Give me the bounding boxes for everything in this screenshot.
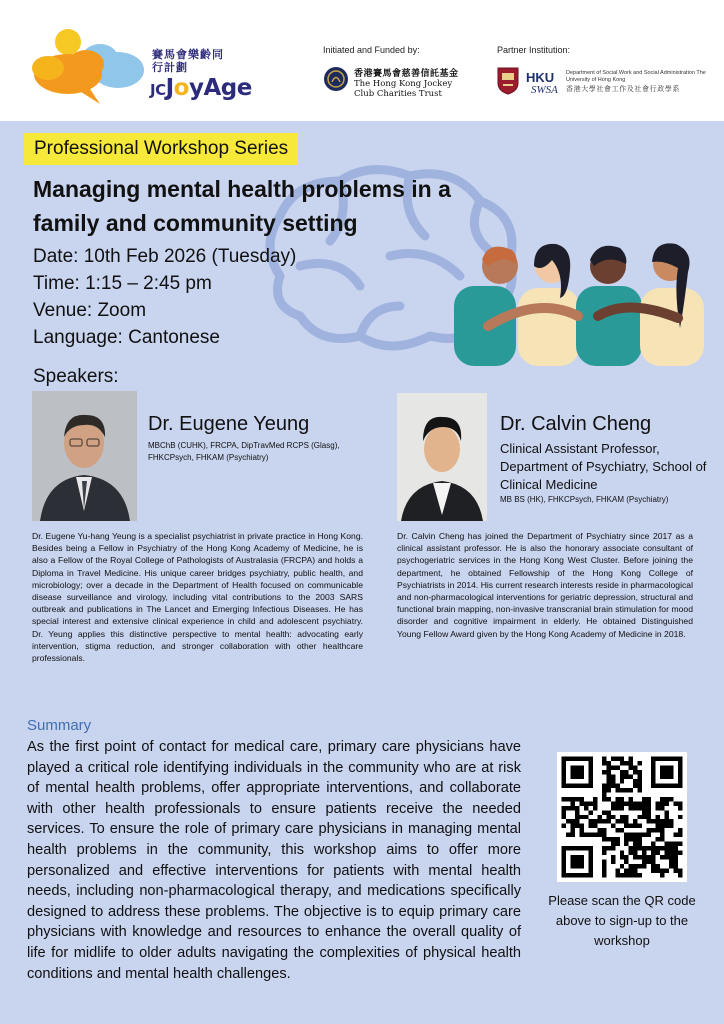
qr-code-graphic [557, 752, 687, 882]
speaker-name-2: Dr. Calvin Cheng [500, 413, 652, 435]
logo-english-name [150, 75, 252, 101]
event-date: Date: 10th Feb 2026 (Tuesday) [33, 246, 297, 267]
series-tag: Professional Workshop Series [24, 133, 298, 165]
hku-crest-icon [497, 67, 519, 95]
speaker-photo-eugene-yeung [32, 391, 137, 521]
logo-rest: yAge [188, 75, 252, 101]
event-language: Language: Cantonese [33, 327, 220, 348]
summary-text: As the first point of contact for medical care, primary care physicians have played a critical role identifying individuals in the community who are at risk of mental health problems, offer appropriate interventions, and collaborate with other health professionals to ensure patients receive the needed services. To ensure the role of primary care physicians in managing mental health problems in the community, this workshop aims to offer more personalized and effective interventions for patients with mental health needs, including non-pharmacological therapy, and medications specifically designed to address these problems. The objective is to equip primary care physicians with knowledge and resources to enhance the overall quality of life for midlife to older adults navigating the complexities of physical health conditions and mental health challenges. [27, 739, 521, 982]
speaker-name-1: Dr. Eugene Yeung [148, 413, 310, 435]
speaker-bio-2: Dr. Calvin Cheng has joined the Department of Psychiatry since 2017 as a clinical assistant professor. He is also the honorary associate consultant of psychogeriatric services in the Hong Kong West Cluster. Before joining the department, he obtained Fellowship of the Hong Kong College of Psychiatrists in 2014. His current research interests reside in pharmacological and non-pharmacological interventions for geriatric depression, structural and functional brain mapping, non-invasive transcranial brain stimulation for mood disorder and cognitive impairment in elderly. He obtained Distinguished Young Fellow Award given by the Hong Kong Academy of Medicine in 2018. [397, 531, 693, 639]
hkjc-emblem-icon [323, 66, 349, 92]
event-time: Time: 1:15 – 2:45 pm [33, 273, 212, 294]
logo-o: o [173, 75, 189, 101]
svg-text:SWSA: SWSA [531, 84, 558, 96]
speakers-heading: Speakers: [33, 366, 119, 387]
joyage-logo [28, 28, 278, 108]
qr-code-icon[interactable] [557, 752, 687, 882]
speaker-bio-1: Dr. Eugene Yu-hang Yeung is a specialist psychiatrist in private practice in Hong Kong. Besides being a Fellow in Psychiatry of the Hong Kong Academy of Medicine, he is also a Fellow of the Royal College of Pathologists of Australasia (FRCPA) and holds a Diploma in Travel Medicine. His unique career bridges psychiatry, public health, and microbiology; over a decade in the Department of Health focused on communicable disease surveillance and virology, including vital contributions to the 2003 SARS outbreak and publications in The Lancet and Emerging Infectious Diseases. He has special interest and extensive clinical experience in child and adolescent psychiatry. Dr. Yeung applies this distinctive perspective to mental health: advocating early intervention, stigma reduction, and stronger collaboration with other healthcare professionals. [32, 531, 363, 664]
partner-label: Partner Institution: [497, 45, 571, 55]
cloud-speech-icon [28, 28, 148, 108]
people-embracing-illustration [448, 236, 708, 366]
funder-chinese-name: 香港賽馬會慈善信託基金 [354, 69, 459, 79]
partner-chinese-name: 香港大學社會工作及社會行政學系 [566, 85, 680, 93]
summary-heading: Summary [27, 717, 92, 734]
speaker-role-2: Clinical Assistant Professor, Department of Psychiatry, School of Clinical Medicine [500, 441, 707, 492]
event-venue: Venue: Zoom [33, 300, 147, 321]
speaker-credentials-1: MBChB (CUHK), FRCPA, DipTravMed RCPS (Glasg), FHKCPsych, FHKAM (Psychiatry) [148, 441, 340, 462]
logo-chinese-name: 賽馬會樂齡同行計劃 [152, 48, 224, 74]
funder-english-name: The Hong Kong Jockey Club Charities Trust [354, 79, 453, 99]
funded-label: Initiated and Funded by: [323, 45, 420, 55]
page-title: Managing mental health problems in a family and community setting [33, 176, 451, 236]
qr-caption: Please scan the QR code above to sign-up to the workshop [548, 893, 696, 948]
speaker-credentials-2: MB BS (HK), FHKCPsych, FHKAM (Psychiatry) [500, 495, 669, 504]
logo-j: J [165, 75, 174, 101]
svg-text:HKU: HKU [526, 70, 555, 85]
hku-swsa-logo [524, 68, 564, 96]
portrait-icon [397, 393, 487, 521]
logo-jc: JC [150, 81, 166, 99]
header [0, 0, 724, 121]
portrait-icon [32, 391, 137, 521]
speaker-photo-calvin-cheng [397, 393, 487, 521]
partner-english-name: Department of Social Work and Social Administration The University of Hong Kong [566, 70, 706, 83]
